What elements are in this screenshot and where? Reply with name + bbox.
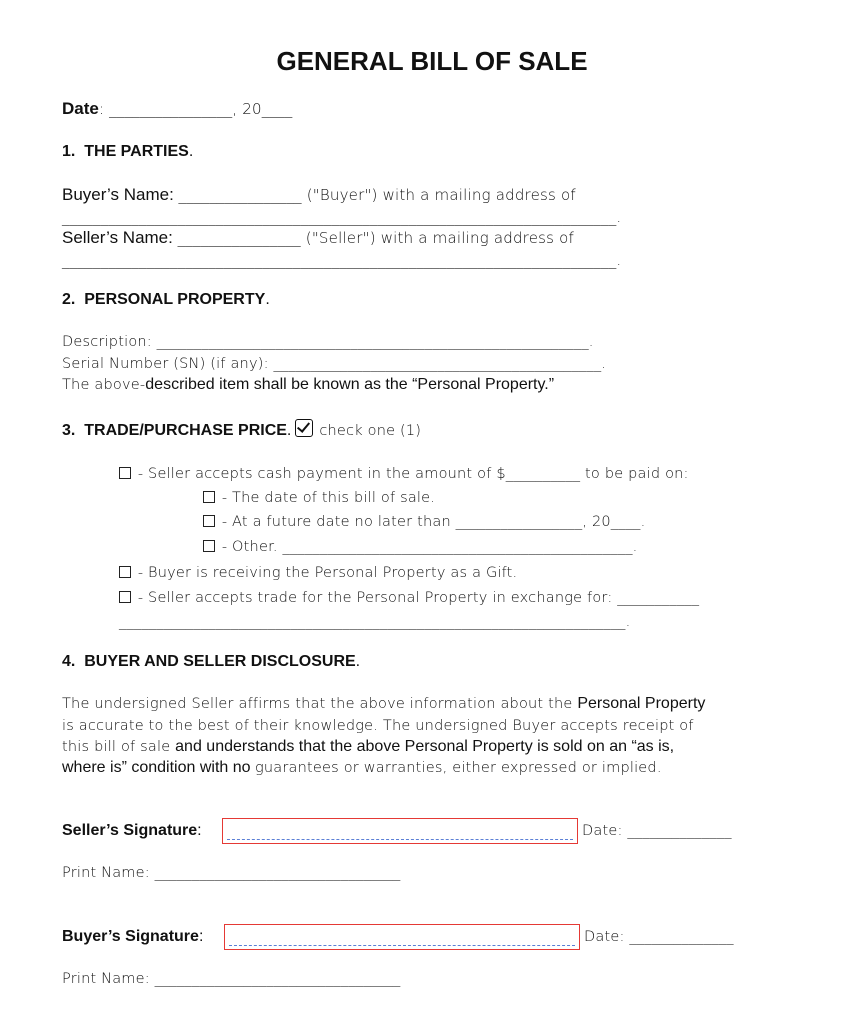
option-cash-other-text: - Other. _______________________________________________. [221,539,638,555]
option-gift [119,565,517,581]
disclosure-3b: and understands that the above Personal Property is sold on an “as is, [175,738,675,755]
seller-name-line [62,228,574,248]
buyer-print-name-line: Print Name: _________________________________ [62,971,401,987]
buyer-date-line: Date: ______________ [584,929,734,945]
seller-signature-label: Seller’s Signature: [62,822,202,839]
option-cash-date-of-sale [203,490,435,506]
checked-box-icon [295,419,313,437]
buyer-name-line [62,185,576,205]
option-cash-other [203,539,637,555]
seller-name-label: Seller’s Name: [62,228,178,247]
option-cash-future-date [203,514,645,530]
known-as-text: described item shall be known as the “Personal Property.” [145,376,555,393]
disclosure-line-4 [62,759,662,777]
option-cash-future-date-text: - At a future date no later than _________________, 20____. [221,514,646,530]
seller-address-blank: ________________________________________________________________________. [62,251,622,269]
disclosure-line-1 [62,695,705,713]
section-3-heading: 3. TRADE/PURCHASE PRICE. check one (1) [62,419,421,440]
section-2-heading: 2. PERSONAL PROPERTY. [62,291,270,308]
option-cash-text: - Seller accepts cash payment in the amount of $__________ to be paid on: [137,466,689,482]
option-trade-text: - Seller accepts trade for the Personal Property in exchange for: ___________ [137,590,700,606]
disclosure-4a: where is” condition with no [62,759,255,776]
section-4-heading: 4. BUYER AND SELLER DISCLOSURE. [62,653,361,670]
option-gift-text: - Buyer is receiving the Personal Property as a Gift. [137,565,518,581]
option-cash-date-of-sale-text: - The date of this bill of sale. [221,490,436,506]
disclosure-line-2: is accurate to the best of their knowledge. The undersigned Buyer accepts receipt of [62,718,694,734]
seller-signature-field[interactable] [222,818,578,844]
seller-name-blank: ________________ ("Seller") with a mailing address of [177,229,575,247]
checkbox-trade[interactable] [119,591,131,603]
disclosure-line-3 [62,738,674,756]
disclosure-1a: The undersigned Seller affirms that the above information about the [62,696,578,712]
buyer-address-blank: ________________________________________________________________________. [62,208,622,226]
seller-signature-underline [227,839,573,840]
buyer-name-label: Buyer’s Name: [62,185,179,204]
disclosure-3a: this bill of sale [62,739,176,755]
buyer-signature-label: Buyer’s Signature: [62,928,204,945]
known-as-line [62,376,554,394]
checkbox-gift[interactable] [119,566,131,578]
section-4-heading-text: 4. BUYER AND SELLER DISCLOSURE [62,653,356,670]
checkbox-cash-date-of-sale[interactable] [203,491,215,503]
date-blank: : ________________, 20____ [98,100,293,118]
buyer-signature-underline [229,945,575,946]
date-line [62,99,293,119]
seller-date-line: Date: ______________ [582,823,732,839]
checkbox-cash-other[interactable] [203,540,215,552]
seller-print-name-line: Print Name: _________________________________ [62,865,401,881]
serial-number-line: Serial Number (SN) (if any): ____________________________________________. [62,356,607,372]
option-trade-blank: ____________________________________________________________________. [119,614,631,630]
disclosure-1b: Personal Property [577,695,706,712]
check-one-note: check one (1) [319,423,422,439]
disclosure-4b: guarantees or warranties, either expressed or implied. [254,760,662,776]
section-3-heading-text: 3. TRADE/PURCHASE PRICE [62,422,287,439]
option-cash-payment [119,466,689,482]
date-label: Date [62,99,99,118]
section-1-heading-text: 1. THE PARTIES [62,143,189,160]
description-line: Description: __________________________________________________________. [62,334,594,350]
section-2-heading-text: 2. PERSONAL PROPERTY [62,291,266,308]
checkbox-cash[interactable] [119,467,131,479]
known-as-lead: The above- [62,377,146,393]
buyer-name-blank: ________________ ("Buyer") with a mailing address of [178,186,576,204]
buyer-signature-field[interactable] [224,924,580,950]
buyer-signature-label-text: Buyer’s Signature [62,928,199,945]
section-1-heading: 1. THE PARTIES. [62,143,194,160]
document-title: GENERAL BILL OF SALE [276,46,588,76]
seller-signature-label-text: Seller’s Signature [62,822,198,839]
option-trade [119,590,699,606]
checkbox-cash-future-date[interactable] [203,515,215,527]
